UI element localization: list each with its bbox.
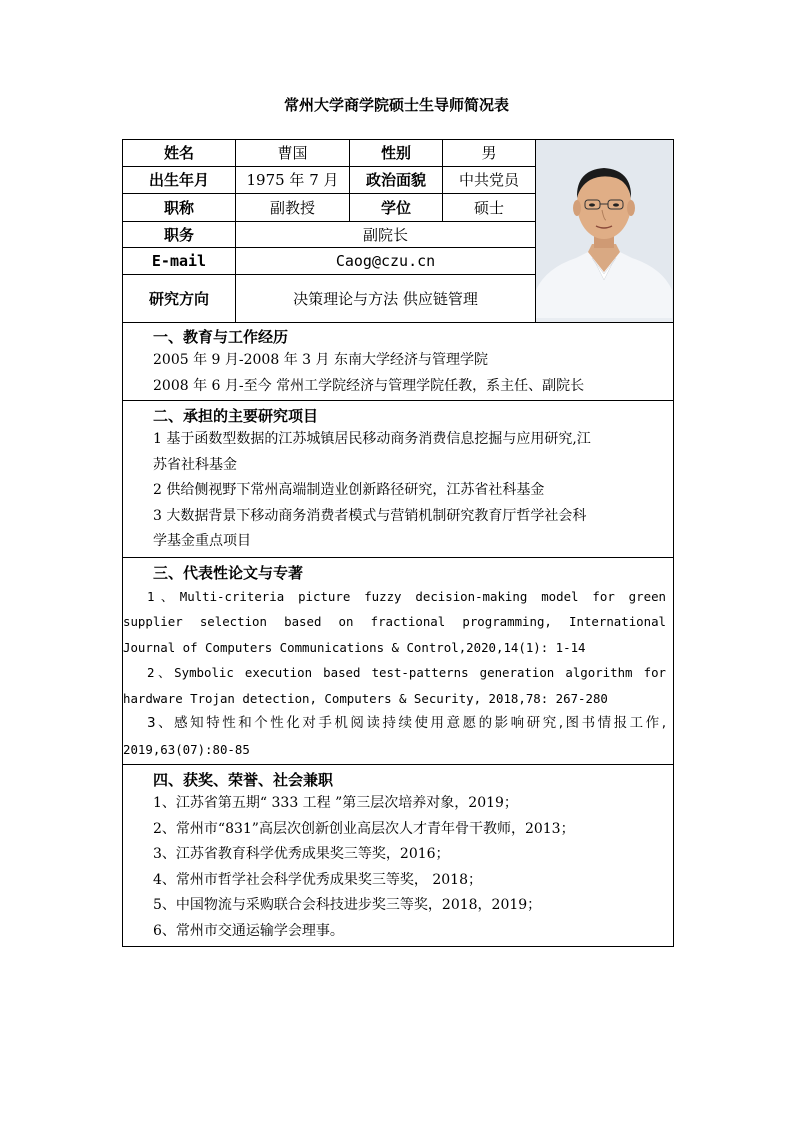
political-value: 中共党员 [443, 166, 536, 194]
position-value: 副院长 [236, 221, 536, 248]
profile-table [122, 139, 674, 947]
political-label: 政治面貌 [350, 166, 443, 194]
education-section [123, 323, 674, 401]
profile-photo [536, 140, 674, 323]
papers-heading: 三、代表性论文与专著 [153, 563, 304, 582]
awards-heading: 四、获奖、荣誉、社会兼职 [153, 771, 334, 789]
projects-heading: 二、承担的主要研究项目 [153, 407, 319, 426]
project-item: 2 供给侧视野下常州高端制造业创新路径研究，江苏省社科基金 [153, 482, 545, 499]
education-item: 2005 年 9 月-2008 年 3 月 东南大学经济与管理学院 [153, 352, 488, 368]
projects-section [123, 401, 674, 558]
email-value: Caog@czu.cn [236, 248, 536, 275]
paper-line: 2、Symbolic execution based test-patterns generation algorithm for [147, 665, 666, 681]
name-value: 曹国 [236, 140, 350, 167]
award-item: 5、中国物流与采购联合会科技进步奖三等奖，2018，2019； [153, 897, 542, 913]
paper-line: 3、感知特性和个性化对手机阅读持续使用意愿的影响研究,图书情报工作, [147, 715, 666, 732]
award-item: 6、常州市交通运输学会理事。 [153, 922, 344, 939]
project-item-cont: 学基金重点项目 [153, 533, 251, 550]
degree-label: 学位 [350, 194, 443, 222]
project-item-cont: 苏省社科基金 [153, 456, 237, 473]
research-value: 决策理论与方法 供应链管理 [236, 274, 536, 322]
award-item: 2、常州市“831”高层次创新创业高层次人才青年骨干教师，2013； [153, 820, 575, 837]
education-item: 2008 年 6 月-至今 常州工学院经济与管理学院任教，系主任、副院长 [153, 377, 585, 394]
project-item: 3 大数据背景下移动商务消费者模式与营销机制研究教育厅哲学社会科 [153, 507, 587, 524]
award-item: 4、常州市哲学社会科学优秀成果奖三等奖， 2018； [153, 871, 482, 888]
page-title: 常州大学商学院硕士生导师简况表 [283, 96, 509, 114]
research-label: 研究方向 [123, 274, 236, 322]
gender-value: 男 [443, 140, 536, 167]
birth-value: 1975 年 7 月 [236, 166, 350, 194]
education-heading: 一、教育与工作经历 [153, 328, 289, 346]
title-label: 职称 [123, 194, 236, 222]
paper-line: Journal of Computers Communications & Control,2020,14(1): 1-14 [123, 639, 586, 655]
paper-line: supplier selection based on fractional programming, International [123, 614, 666, 630]
award-item: 1、江苏省第五期“ 333 工程 ”第三层次培养对象，2019； [153, 795, 518, 811]
title-value: 副教授 [236, 194, 350, 222]
email-label: E-mail [123, 248, 236, 275]
degree-value: 硕士 [443, 194, 536, 222]
awards-section [123, 765, 674, 947]
project-item: 1 基于函数型数据的江苏城镇居民移动商务消费信息挖掘与应用研究,江 [153, 431, 591, 448]
portrait-image [536, 140, 672, 318]
paper-line: 2019,63(07):80-85 [123, 741, 250, 757]
award-item: 3、江苏省教育科学优秀成果奖三等奖，2016； [153, 846, 450, 862]
position-label: 职务 [123, 221, 236, 248]
paper-line: hardware Trojan detection, Computers & Security, 2018,78: 267-280 [123, 690, 608, 706]
gender-label: 性别 [350, 140, 443, 167]
birth-label: 出生年月 [123, 166, 236, 194]
papers-section [123, 558, 674, 765]
name-label: 姓名 [123, 140, 236, 167]
paper-line: 1、Multi-criteria picture fuzzy decision-making model for green [147, 588, 666, 604]
